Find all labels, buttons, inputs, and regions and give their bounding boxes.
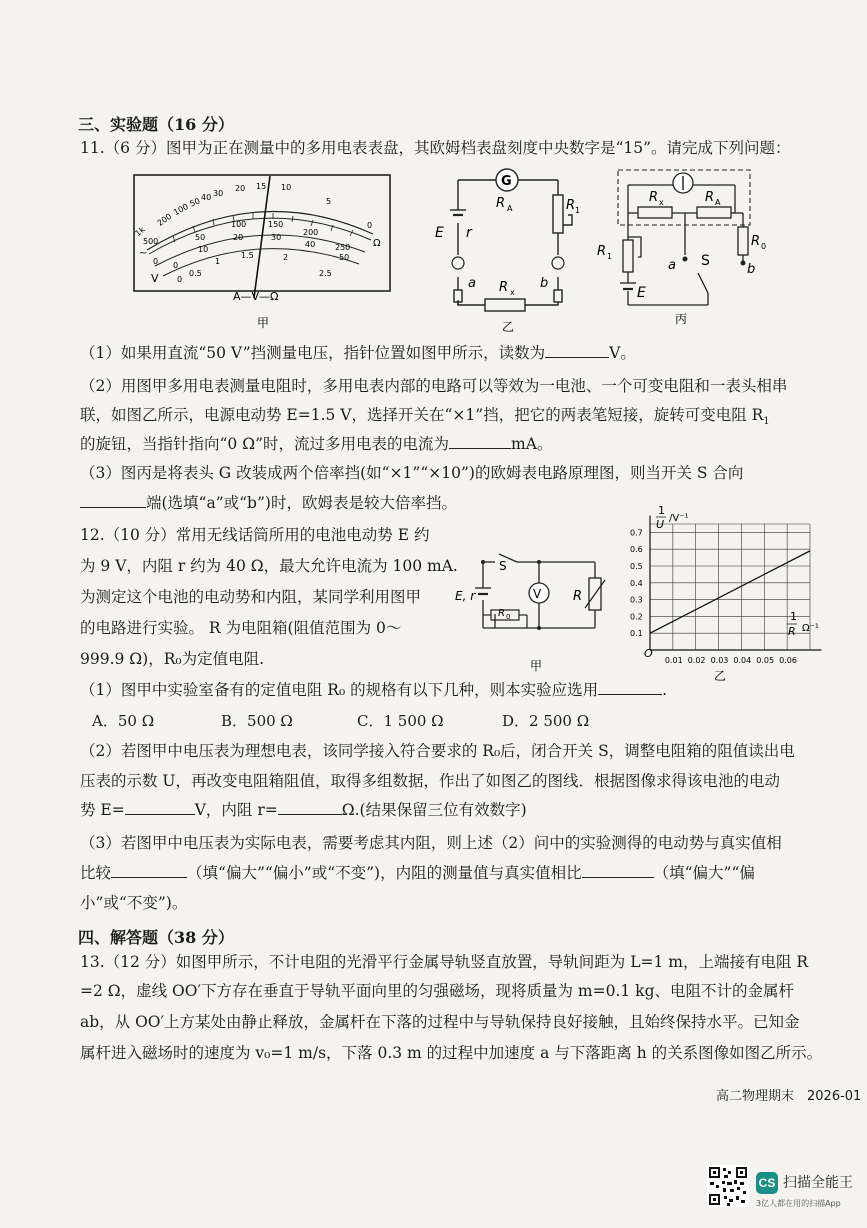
q11-part2-blank[interactable] <box>449 434 511 449</box>
y-tick-label: 0.6 <box>630 545 643 555</box>
rx-sub: x <box>659 198 664 207</box>
v-tick-50: 50 <box>339 253 350 262</box>
r-label: r <box>466 225 472 241</box>
v-symbol: V <box>151 272 159 285</box>
chart-xlabel-top: 1 <box>790 610 797 623</box>
rx-label: R <box>649 190 659 205</box>
rx-sub: x <box>510 288 515 297</box>
x-tick-label: 0.06 <box>779 656 797 665</box>
e-label: E <box>637 285 646 301</box>
r0-label: R <box>751 234 761 249</box>
v-tick-30: 30 <box>271 233 282 242</box>
q12-part3-line1: （3）若图甲中电压表为实际电表，需要考虑其内阻，则上述（2）问中的实验测得的电动势与真实值相 <box>80 834 782 852</box>
q11-part2-line2: 联，如图乙所示，电源电动势 E=1.5 V，选择开关在“×1”挡，把它的两表笔短接，旋转可变电阻 $R_1$ <box>80 406 770 428</box>
g-label: G <box>501 174 512 189</box>
q12-part2-line3: 势 E= V，内阻 r= Ω.(结果保留三位有效数字) <box>80 801 527 819</box>
ohm-tick-0: 0 <box>367 221 373 230</box>
r0-sub: 0 <box>506 613 511 621</box>
q12-r-blank[interactable] <box>278 800 342 815</box>
q12-line2: 为 9 V，内阻 r 约为 40 Ω，最大允许电流为 100 mA. <box>80 557 458 575</box>
chart-ticks <box>630 528 797 665</box>
q13-line1: 13.（12 分）如图甲所示，不计电阻的光滑平行金属导轨竖直放置，导轨间距为 L=1 m，上端接有电阻 R <box>80 953 809 971</box>
y-tick-label: 0.1 <box>630 629 643 639</box>
q11-part2-line3: 的旋钮，当指针指向“0 Ω”时，流过多用电表的电流为 mA。 <box>80 435 553 453</box>
x-tick-label: 0.04 <box>733 656 752 665</box>
q11-part3-line2: 端(选填“a”或“b”)时，欧姆表是较大倍率挡。 <box>80 493 457 513</box>
r0-sub: 0 <box>761 242 767 251</box>
circuit-bing-figure <box>593 165 768 330</box>
rx-label: R <box>499 280 509 295</box>
dc-tick-0: 0 <box>153 257 159 266</box>
r1-label: R <box>597 244 607 259</box>
q12-option-c[interactable]: C．1 500 Ω <box>357 712 444 730</box>
ohm-tick-50: 50 <box>188 196 202 209</box>
chart-series <box>650 551 810 633</box>
v-tick-10: 10 <box>198 245 209 254</box>
y-tick-label: 0.3 <box>630 595 643 605</box>
chart-ylabel-top: 1 <box>658 504 665 517</box>
q11-part1: （1）如果用直流“50 V”挡测量电压，指针位置如图甲所示，读数为 V。 <box>80 344 636 362</box>
r1-label: R <box>566 198 576 213</box>
chart-xlabel-bottom: R <box>788 625 796 638</box>
chart-ylabel-bottom: U <box>656 518 665 531</box>
er-label: E, r <box>455 589 476 603</box>
ra-label: R <box>496 196 506 211</box>
ohm-tick-500: 500 <box>143 237 159 246</box>
ac-tick-1: 1 <box>215 257 221 266</box>
r-label: R <box>573 589 583 604</box>
r1-sub: 1 <box>607 252 613 261</box>
q11-part2-line1: （2）用图甲多用电表测量电阻时，多用电表内部的电路可以等效为一电池、一个可变电阻和一表头相串 <box>80 377 788 395</box>
q12-part1: （1）图甲中实验室备有的定值电阻 R₀ 的规格有以下几种，则本实验应选用 . <box>80 681 668 699</box>
s-label: S <box>499 559 507 573</box>
qr-code-icon <box>707 1165 749 1207</box>
q11-part1-blank[interactable] <box>545 343 609 358</box>
ohm-tick-15: 15 <box>256 182 267 191</box>
y-tick-label: 0.2 <box>630 612 643 622</box>
a-label: a <box>668 258 676 273</box>
chart-xunit: Ω⁻¹ <box>802 623 819 634</box>
q13-line2: =2 Ω，虚线 OO′下方存在垂直于导轨平面向里的匀强磁场，现将质量为 m=0.1 kg、电阻不计的金属杆 <box>80 982 794 1000</box>
q12-part2-line2: 压表的示数 U，再改变电阻箱阻值，取得多组数据，作出了如图乙的图线．根据图像求得该电池的电动 <box>80 772 780 790</box>
a-label: a <box>468 276 476 291</box>
scanner-tagline: 3亿人都在用的扫描App <box>756 1199 841 1208</box>
b-label: b <box>540 276 549 291</box>
chart-caption: 乙 <box>714 669 727 683</box>
q12-part1-blank[interactable] <box>598 680 662 695</box>
chart-grid <box>650 524 810 650</box>
ohm-symbol: Ω <box>373 238 381 249</box>
ohm-tick-20: 20 <box>235 184 246 193</box>
ac-tick-0: 0 <box>177 275 183 284</box>
ra-sub: A <box>715 198 721 207</box>
dc-tick-250: 250 <box>335 243 351 252</box>
fig-jia-caption: 甲 <box>257 316 270 330</box>
scanner-brand: 扫描全能王 <box>783 1175 853 1191</box>
e-label: E <box>435 225 444 241</box>
chart-yunit: /V⁻¹ <box>669 513 689 524</box>
dc-tick-50: 50 <box>195 233 206 242</box>
ra-label: R <box>705 190 715 205</box>
v-label: V <box>533 587 542 601</box>
ohm-tick-10: 10 <box>281 183 292 192</box>
q12-part3-line2: 比较 （填“偏大”“偏小”或“不变”)，内阻的测量值与真实值相比 （填“偏大”“偏 <box>80 864 755 882</box>
data-line <box>650 551 810 633</box>
q12-line1: 12.（10 分）常用无线话筒所用的电池电动势 E 约 <box>80 526 430 544</box>
x-tick-label: 0.01 <box>664 656 683 665</box>
q11-part3-blank[interactable] <box>80 493 146 508</box>
q12-fig-jia-caption: 甲 <box>530 659 543 673</box>
y-tick-label: 0.5 <box>630 562 643 571</box>
ac-symbol: ~ <box>139 248 148 259</box>
ohm-tick-40: 40 <box>201 193 212 202</box>
circuit-q12-jia-figure <box>455 550 615 675</box>
q12-emf-compare-blank[interactable] <box>111 863 187 878</box>
r1-sub: 1 <box>575 206 580 215</box>
y-tick-label: 0.7 <box>630 528 643 538</box>
q11-stem: 11.（6 分）图甲为正在测量中的多用电表表盘，其欧姆档表盘刻度中央数字是“15”。请完成下列问题： <box>80 139 791 157</box>
x-tick-label: 0.02 <box>687 656 706 665</box>
v-tick-0: 0 <box>173 261 179 270</box>
s-label: S <box>701 253 710 269</box>
fig-bing-caption: 丙 <box>675 312 688 326</box>
circuit-yi-figure <box>430 165 580 335</box>
x-tick-label: 0.03 <box>710 656 729 665</box>
dial-needle <box>254 176 270 298</box>
q12-line4: 的电路进行实验。 R 为电阻箱(阻值范围为 0～ <box>80 619 402 637</box>
q13-line3: ab，从 OO′上方某处由静止释放，金属杆在下落的过程中与导轨保持良好接触，且始终保持水平。已知金 <box>80 1013 800 1031</box>
q12-emf-blank[interactable] <box>125 800 195 815</box>
ac-tick-2.5: 2.5 <box>319 269 332 278</box>
section-4-title: 四、解答题（38 分） <box>78 928 234 947</box>
ohm-tick-5: 5 <box>326 197 332 206</box>
x-tick-label: 0.05 <box>756 656 775 665</box>
ac-tick-2: 2 <box>283 253 289 262</box>
ac-tick-0.5: 0.5 <box>189 269 202 278</box>
q12-option-a[interactable]: A．50 Ω <box>92 712 155 730</box>
camscanner-logo-icon: CS <box>756 1172 778 1194</box>
q11-part3-line1: （3）图丙是将表头 G 改装成两个倍率挡(如“×1”“×10”)的欧姆表电路原理图，则当开关 S 合向 <box>80 464 744 482</box>
q12-part2-line1: （2）若图甲中电压表为理想电表，该同学接入符合要求的 R₀后，闭合开关 S，调整电阻箱的阻值读出电 <box>80 742 795 760</box>
multimeter-dial-figure <box>133 172 391 332</box>
q12-chart <box>622 500 837 685</box>
b-label: b <box>747 262 756 277</box>
ohm-tick-100: 100 <box>172 202 190 218</box>
q13-line4: 属杆进入磁场时的速度为 v₀=1 m/s，下落 0.3 m 的过程中加速度 a 与下落距离 h 的关系图像如图乙所示。 <box>80 1044 823 1062</box>
dc-tick-100: 100 <box>231 220 247 229</box>
dc-tick-200: 200 <box>303 228 319 237</box>
ra-sub: A <box>507 204 513 213</box>
y-tick-label: 0.4 <box>630 578 643 588</box>
q12-r-compare-blank[interactable] <box>582 863 654 878</box>
q12-part3-line3: 小”或“不变”)。 <box>80 894 188 912</box>
ohm-tick-200: 200 <box>155 211 174 228</box>
ohm-tick-1k: 1k <box>133 224 147 239</box>
page-footer: 高二物理期末 2026-01 <box>716 1089 862 1104</box>
meter-label: A—V—Ω <box>233 290 279 303</box>
v-tick-20: 20 <box>233 233 244 242</box>
dc-tick-150: 150 <box>268 220 284 229</box>
ohm-tick-30: 30 <box>213 189 224 198</box>
section-3-title: 三、实验题（16 分） <box>78 115 234 134</box>
q12-line5: 999.9 Ω)，R₀为定值电阻. <box>80 650 265 668</box>
ac-tick-1.5: 1.5 <box>241 251 254 260</box>
chart-origin: O <box>644 647 653 660</box>
q12-line3: 为测定这个电池的电动势和内阻，某同学利用图甲 <box>80 588 422 606</box>
q12-option-d[interactable]: D．2 500 Ω <box>502 712 590 730</box>
v-tick-40: 40 <box>305 240 316 249</box>
fig-yi-caption: 乙 <box>502 320 515 334</box>
r0-label: R <box>498 608 505 619</box>
q12-option-b[interactable]: B．500 Ω <box>221 712 293 730</box>
